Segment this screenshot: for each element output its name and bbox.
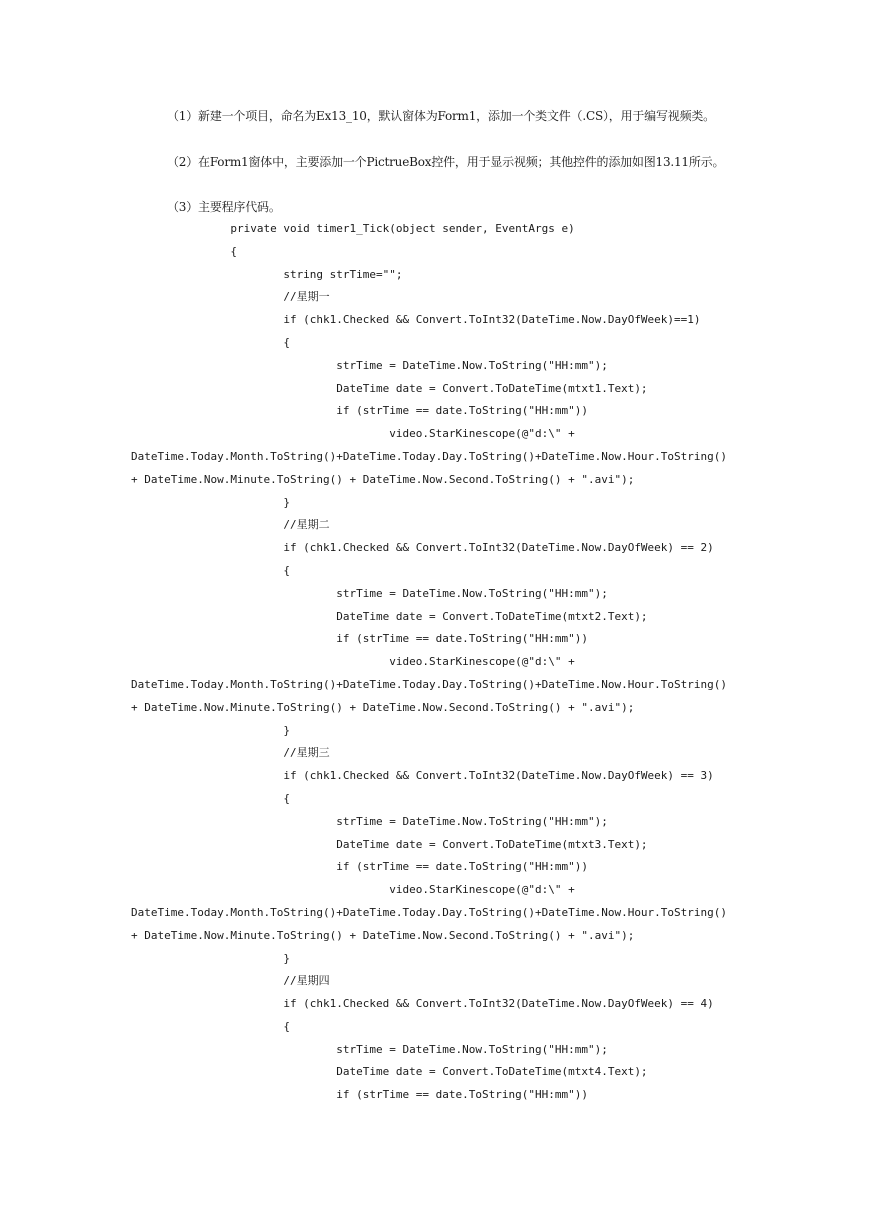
code-line: { [131, 335, 290, 349]
code-comment: //星期三 [131, 746, 330, 760]
code-line: if (chk1.Checked && Convert.ToInt32(DateTime.Now.DayOfWeek) == 4) [131, 997, 714, 1011]
code-line: { [131, 1019, 290, 1033]
code-line: strTime = DateTime.Now.ToString("HH:mm"); [131, 586, 608, 600]
paragraph-step-3: （3）主要程序代码。 [167, 200, 281, 214]
code-line: strTime = DateTime.Now.ToString("HH:mm"); [131, 1042, 608, 1056]
code-line: } [131, 495, 290, 509]
code-line: video.StarKinescope(@"d:\" + [131, 655, 575, 669]
code-line: DateTime date = Convert.ToDateTime(mtxt1.Text); [131, 381, 648, 395]
code-line: DateTime date = Convert.ToDateTime(mtxt3.Text); [131, 837, 648, 851]
code-line: DateTime.Today.Month.ToString()+DateTime.Today.Day.ToString()+DateTime.Now.Hour.ToString() [131, 449, 728, 463]
code-comment: //星期二 [131, 518, 330, 532]
code-line: video.StarKinescope(@"d:\" + [131, 883, 575, 897]
code-line: } [131, 951, 290, 965]
code-line: if (strTime == date.ToString("HH:mm")) [131, 1088, 588, 1102]
code-line: } [131, 723, 290, 737]
code-line: DateTime.Today.Month.ToString()+DateTime.Today.Day.ToString()+DateTime.Now.Hour.ToString() [131, 905, 728, 919]
code-line: if (chk1.Checked && Convert.ToInt32(DateTime.Now.DayOfWeek)==1) [131, 313, 701, 327]
code-comment: //星期四 [131, 974, 330, 988]
code-line: DateTime date = Convert.ToDateTime(mtxt4.Text); [131, 1065, 648, 1079]
code-line: + DateTime.Now.Minute.ToString() + DateTime.Now.Second.ToString() + ".avi"); [131, 700, 635, 714]
code-line: { [131, 791, 290, 805]
code-line: video.StarKinescope(@"d:\" + [131, 427, 575, 441]
paragraph-step-1: （1）新建一个项目，命名为Ex13_10，默认窗体为Form1，添加一个类文件（.CS），用于编写视频类。 [167, 109, 715, 123]
code-line: strTime = DateTime.Now.ToString("HH:mm"); [131, 358, 608, 372]
code-line: { [131, 244, 237, 258]
paragraph-step-2: （2）在Form1窗体中，主要添加一个PictrueBox控件，用于显示视频；其他控件的添加如图13.11所示。 [167, 155, 725, 169]
code-line: + DateTime.Now.Minute.ToString() + DateTime.Now.Second.ToString() + ".avi"); [131, 472, 635, 486]
code-line: if (chk1.Checked && Convert.ToInt32(DateTime.Now.DayOfWeek) == 3) [131, 769, 714, 783]
code-line: + DateTime.Now.Minute.ToString() + DateTime.Now.Second.ToString() + ".avi"); [131, 928, 635, 942]
code-comment: //星期一 [131, 290, 330, 304]
code-line: if (strTime == date.ToString("HH:mm")) [131, 404, 588, 418]
code-line: private void timer1_Tick(object sender, EventArgs e) [131, 222, 575, 235]
code-listing [131, 218, 741, 1107]
code-line: if (chk1.Checked && Convert.ToInt32(DateTime.Now.DayOfWeek) == 2) [131, 541, 714, 555]
code-line: if (strTime == date.ToString("HH:mm")) [131, 860, 588, 874]
code-line: DateTime.Today.Month.ToString()+DateTime.Today.Day.ToString()+DateTime.Now.Hour.ToString() [131, 677, 728, 691]
code-line: { [131, 563, 290, 577]
code-line: DateTime date = Convert.ToDateTime(mtxt2.Text); [131, 609, 648, 623]
code-line: if (strTime == date.ToString("HH:mm")) [131, 632, 588, 646]
code-line: string strTime=""; [131, 267, 403, 281]
code-line: strTime = DateTime.Now.ToString("HH:mm"); [131, 814, 608, 828]
